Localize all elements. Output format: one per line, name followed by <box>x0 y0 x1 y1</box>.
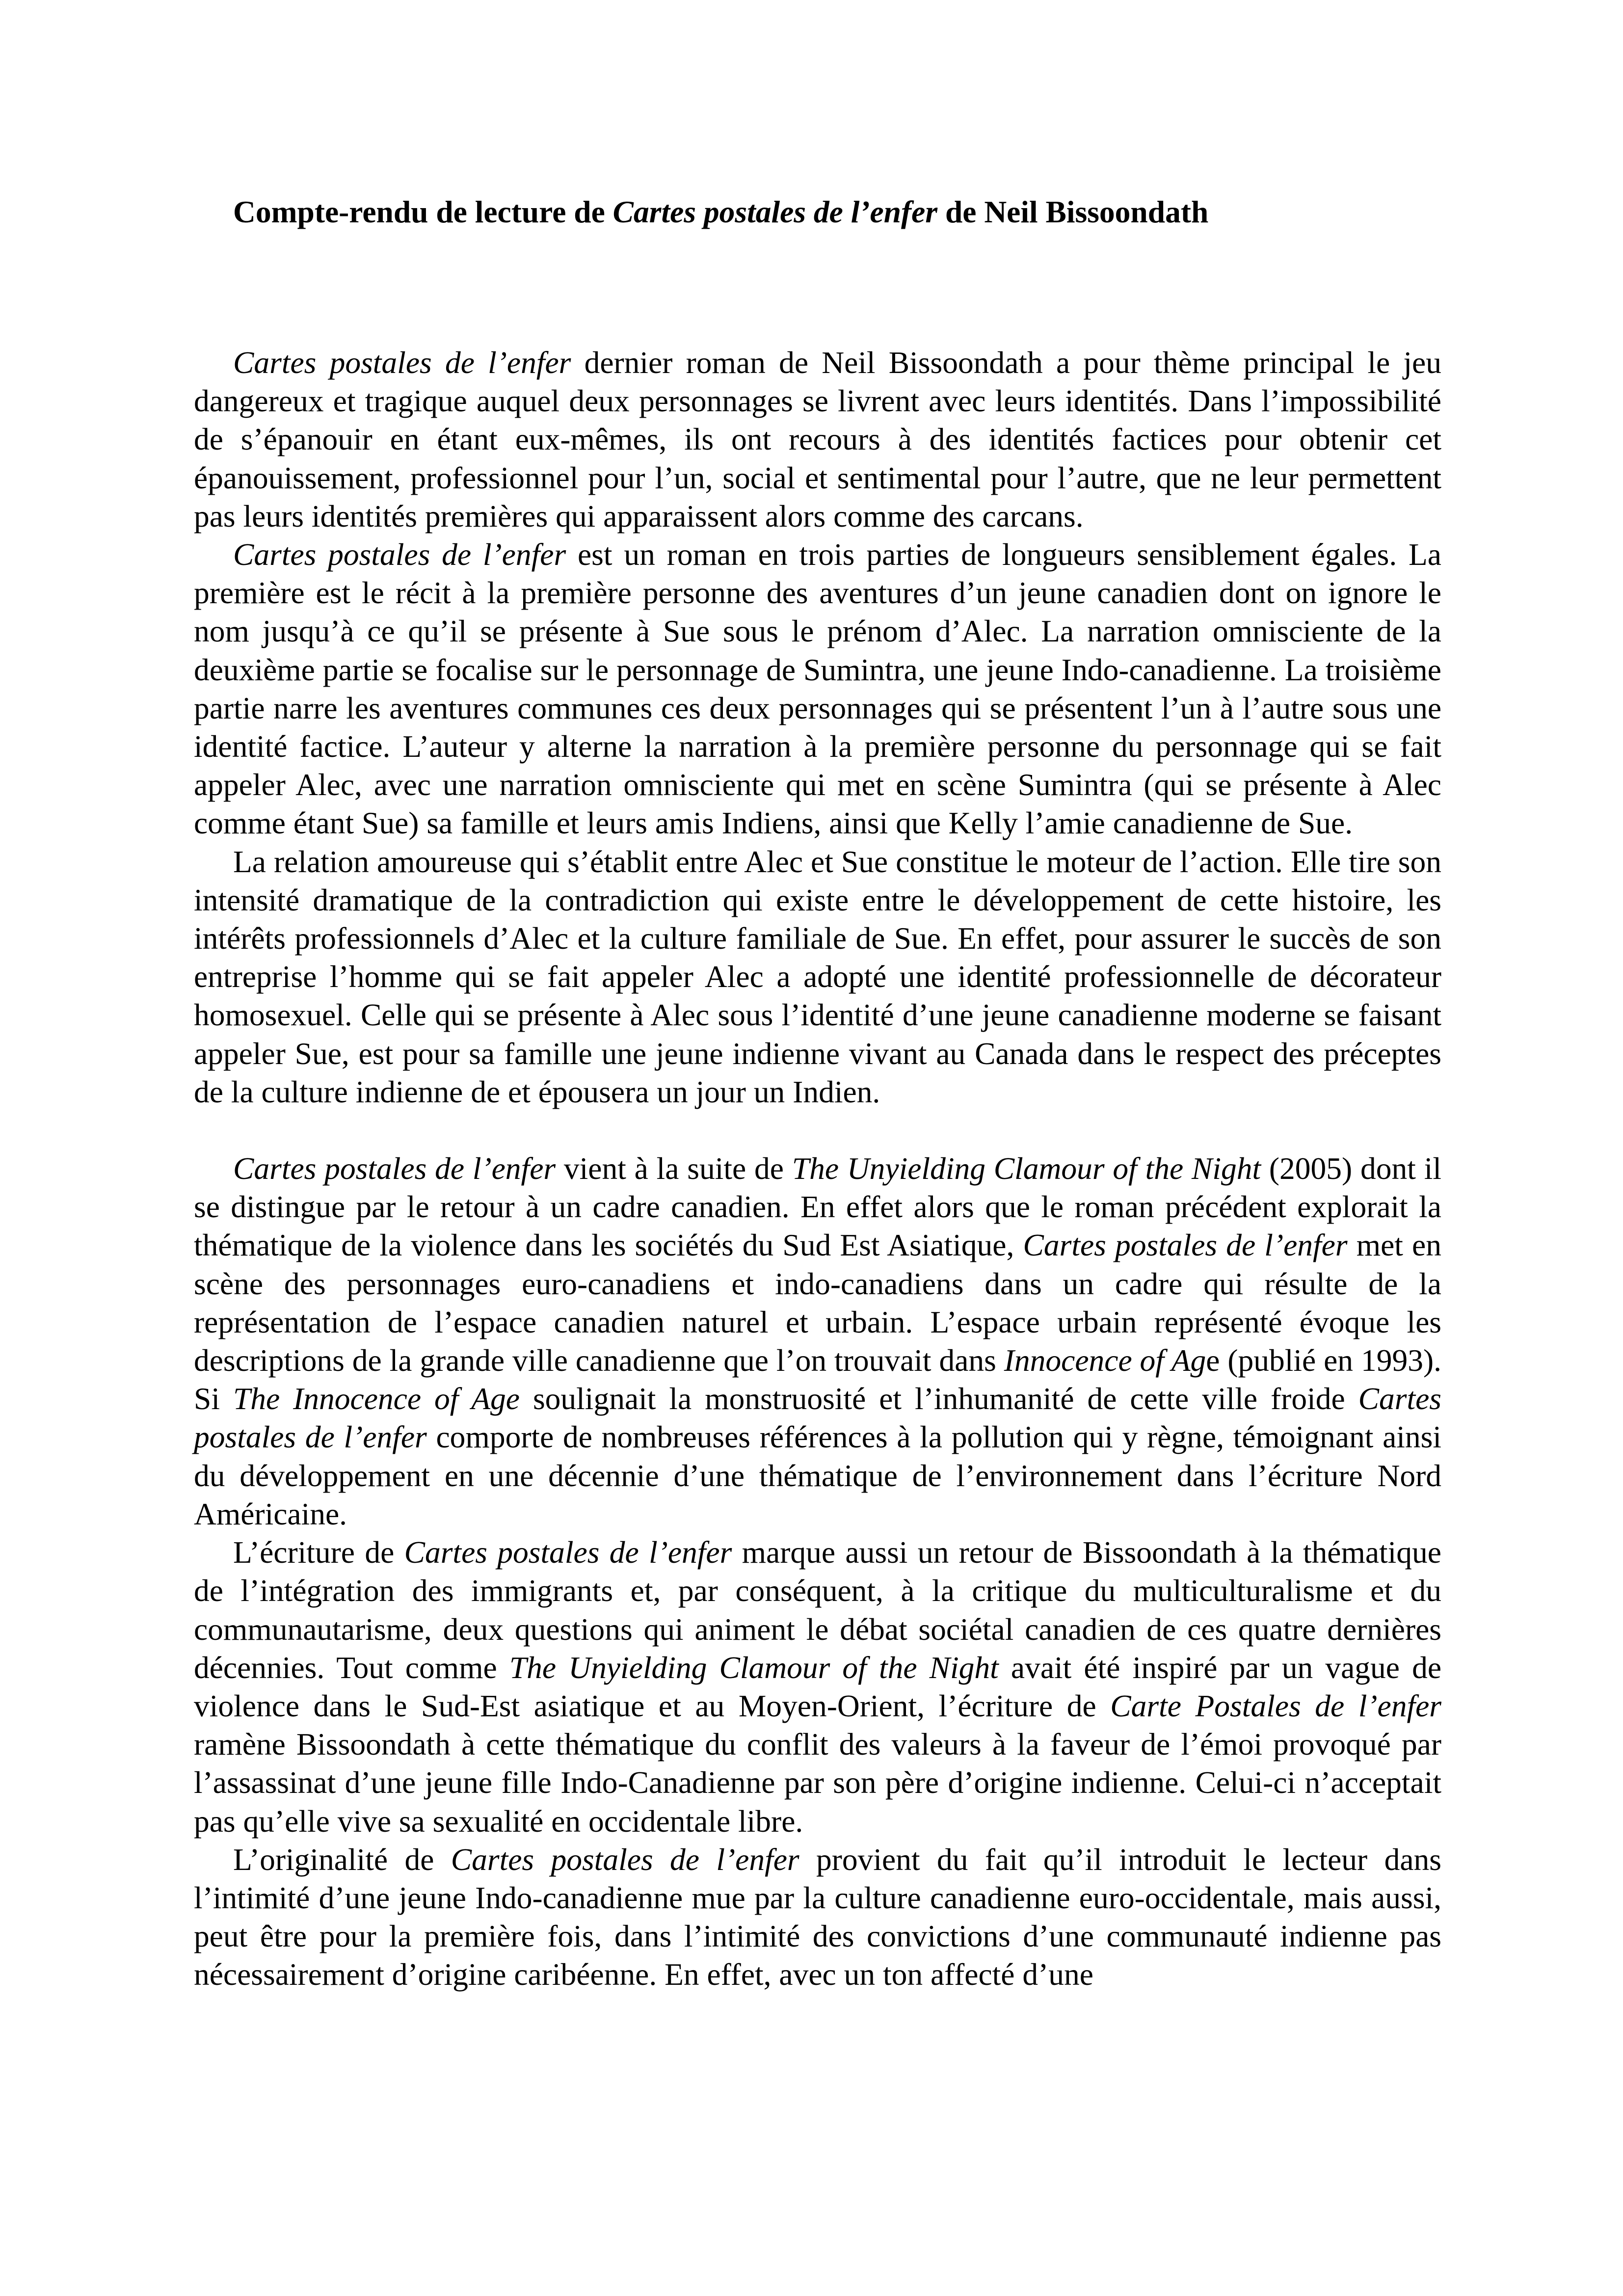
italic-title-segment: Carte Postales de l’enfer <box>1110 1688 1441 1723</box>
italic-title-segment: Cartes postales de l’enfer <box>451 1842 799 1877</box>
text-segment: vient à la suite de <box>556 1151 792 1186</box>
italic-title-segment: The Unyielding Clamour of the Night <box>509 1650 999 1685</box>
document-title <box>233 193 1208 231</box>
title-prefix: Compte-rendu de lecture de <box>233 194 613 229</box>
text-segment: e (publié en 1993). Si <box>194 1343 1441 1416</box>
text-segment: est un roman en trois parties de longueurs sensiblement égales. La première est le récit à la première personne des aventures d’un jeune canadien dont on ignore le nom jusqu’à ce qu’il se présente à Sue sous le prénom d’Alec. La narration omnisciente de la deuxième partie se focalise sur le personnage de Sumintra, une jeune Indo-canadienne. La troisième partie narre les aventures communes ces deux personnages qui se présentent l’un à l’autre sous une identité factice. L’auteur y alterne la narration à la première personne du personnage qui se fait appeler Alec, avec une narration omnisciente qui met en scène Sumintra (qui se présente à Alec comme étant Sue) sa famille et leurs amis Indiens, ainsi que Kelly l’amie canadienne de Sue. <box>194 537 1441 841</box>
paragraph <box>194 1533 1441 1841</box>
text-segment: soulignait la monstruosité et l’inhumanité de cette ville froide <box>519 1381 1358 1416</box>
paragraph <box>194 1149 1441 1533</box>
paragraph <box>194 1841 1441 1994</box>
text-segment: comporte de nombreuses références à la pollution qui y règne, témoignant ainsi du développement en une décennie d’une thématique de l’environnement dans l’écriture Nord Américaine. <box>194 1419 1441 1531</box>
paragraph <box>194 344 1441 535</box>
italic-title-segment: Innocence of Ag <box>1004 1343 1206 1378</box>
italic-title-segment: Cartes postales de l’enfer <box>1023 1228 1348 1263</box>
text-segment: L’écriture de <box>233 1535 404 1570</box>
text-segment: avait été inspiré par un vague de violence dans le Sud-Est asiatique et au Moyen-Orient, l’écriture de <box>194 1650 1442 1723</box>
paragraph <box>194 535 1441 843</box>
title-book-name: Cartes postales de l’enfer <box>612 194 938 229</box>
italic-title-segment: Cartes postales de l’enfer <box>233 1151 556 1186</box>
italic-title-segment: The Innocence of Age <box>233 1381 520 1416</box>
text-segment: L’originalité de <box>233 1842 451 1877</box>
text-segment: marque aussi un retour de Bissoondath à la thématique de l’intégration des immigrants et, par conséquent, à la critique du multiculturalisme et du communautarisme, deux questions qui animent le débat sociétal canadien de ces quatre dernières décennies. Tout comme <box>194 1535 1441 1685</box>
italic-title-segment: Cartes postales de l’enfer <box>233 537 566 572</box>
text-segment: (2005) dont il se distingue par le retour à un cadre canadien. En effet alors que le roman précédent explorait la thématique de la violence dans les sociétés du Sud Est Asiatique, <box>194 1151 1441 1263</box>
paragraph <box>194 843 1441 1111</box>
text-segment: met en scène des personnages euro-canadiens et indo-canadiens dans un cadre qui résulte de la représentation de l’espace canadien naturel et urbain. L’espace urbain représenté évoque les descriptions de la grande ville canadienne que l’on trouvait dans <box>194 1228 1441 1378</box>
text-segment: La relation amoureuse qui s’établit entre Alec et Sue constitue le moteur de l’action. Elle tire son intensité dramatique de la contradiction qui existe entre le développement de cette histoire, les intérêts professionnels d’Alec et la culture familiale de Sue. En effet, pour assurer le succès de son entreprise l’homme qui se fait appeler Alec a adopté une identité professionnelle de décorateur homosexuel. Celle qui se présente à Alec sous l’identité d’une jeune canadienne moderne se faisant appeler Sue, est pour sa famille une jeune indienne vivant au Canada dans le respect des préceptes de la culture indienne de et épousera un jour un Indien. <box>194 844 1441 1109</box>
italic-title-segment: Cartes postales de l’enfer <box>233 345 571 380</box>
text-segment: ramène Bissoondath à cette thématique du conflit des valeurs à la faveur de l’émoi provoqué par l’assassinat d’une jeune fille Indo-Canadienne par son père d’origine indienne. Celui-ci n’acceptait pas qu’elle vive sa sexualité en occidentale libre. <box>194 1727 1441 1839</box>
text-segment: dernier roman de Neil Bissoondath a pour thème principal le jeu dangereux et tragique auquel deux personnages se livrent avec leurs identités. Dans l’impossibilité de s’épanouir en étant eux-mêmes, ils ont recours à des identités factices pour obtenir cet épanouissement, professionnel pour l’un, social et sentimental pour l’autre, que ne leur permettent pas leurs identités premières qui apparaissent alors comme des carcans. <box>194 345 1441 534</box>
italic-title-segment: Cartes postales de l’enfer <box>194 1381 1441 1455</box>
text-segment: provient du fait qu’il introduit le lecteur dans l’intimité d’une jeune Indo-canadienne mue par la culture canadienne euro-occidentale, mais aussi, peut être pour la première fois, dans l’intimité des convictions d’une communauté indienne pas nécessairement d’origine caribéenne. En effet, avec un ton affecté d’une <box>194 1842 1441 1992</box>
italic-title-segment: Cartes postales de l’enfer <box>404 1535 732 1570</box>
title-suffix: de Neil Bissoondath <box>937 194 1209 229</box>
document-body <box>194 344 1441 1994</box>
italic-title-segment: The Unyielding Clamour of the Night <box>792 1151 1261 1186</box>
